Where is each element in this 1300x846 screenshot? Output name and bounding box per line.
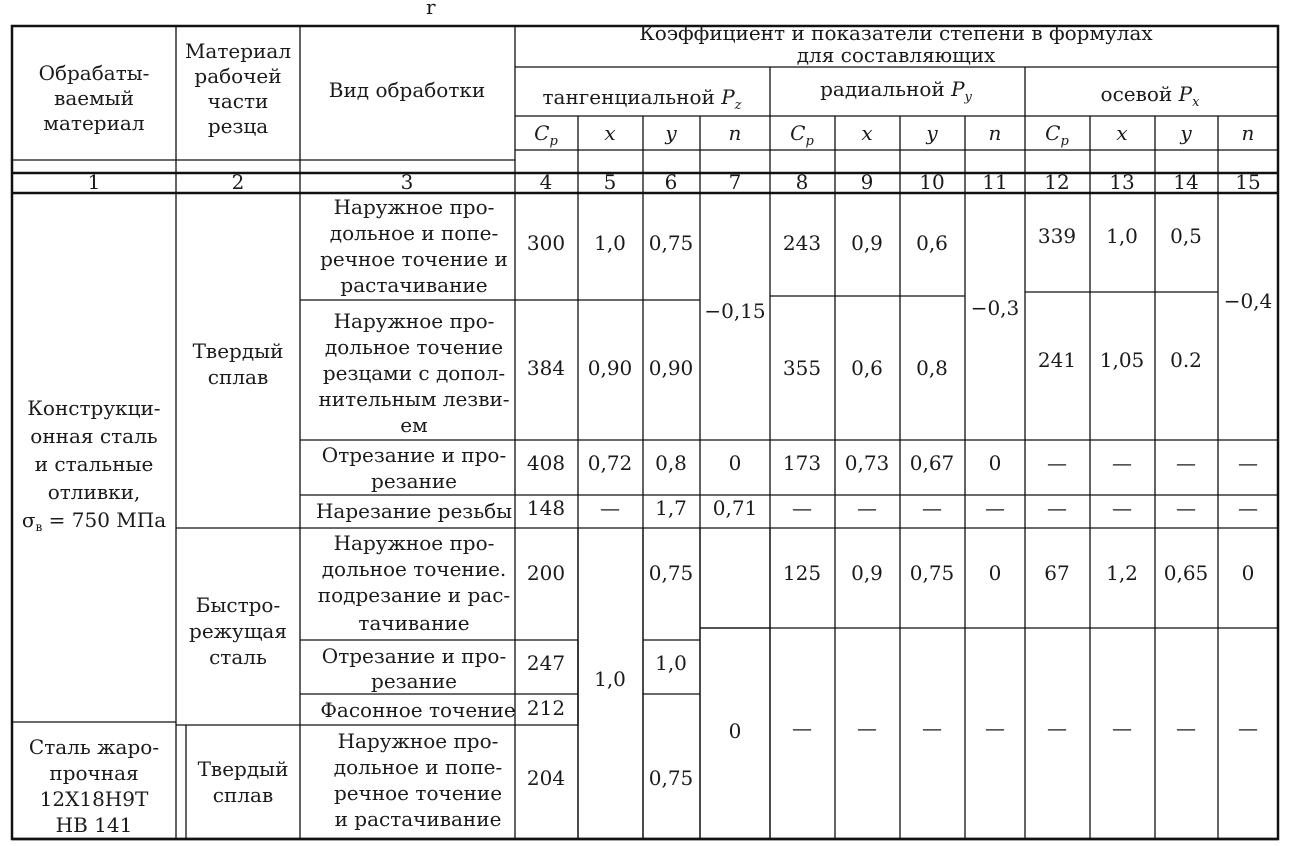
value-dash-cx: —	[1047, 716, 1067, 740]
value-r3-nx: —	[1238, 451, 1258, 475]
value-r5-cy: 125	[782, 561, 822, 585]
tool-hard-alloy-2-line1: Твердый	[197, 757, 289, 781]
value-r1-cx: 339	[1037, 224, 1077, 248]
value-n-group1-ny: −0,3	[970, 296, 1020, 320]
value-n-group1-nz: −0,15	[704, 299, 766, 323]
value-r4-xz: —	[600, 496, 620, 520]
operation-5-line2: дольное точение.	[321, 557, 507, 581]
operation-8-line3: речное точение	[333, 781, 503, 805]
value-n-group1-nx: −0,4	[1223, 289, 1273, 313]
tool-hard-alloy-1	[193, 339, 284, 389]
header-component-axial: осевой $P_x$	[1100, 82, 1200, 110]
value-r3-yz: 0,8	[655, 451, 687, 475]
value-n-merged: 0	[728, 719, 742, 743]
value-r4-cz: 148	[526, 496, 566, 520]
operation-7: Фасонное точение	[320, 698, 516, 722]
header-tool-line3: части	[207, 89, 269, 113]
operation-2-line5: ем	[400, 413, 428, 437]
value-r3-xy: 0,73	[844, 451, 890, 475]
value-r5-cz: 200	[526, 561, 566, 585]
material-steel-line3: и стальные	[34, 452, 154, 476]
table-border	[12, 26, 1278, 839]
value-r5-cx: 67	[1044, 561, 1070, 585]
value-r4-cy: —	[792, 496, 812, 520]
operation-2	[318, 309, 509, 437]
value-r5-xx: 1,2	[1106, 561, 1138, 585]
value-r4-yy: —	[922, 496, 942, 520]
value-r2-xz: 0,90	[587, 356, 633, 380]
value-r3-xx: —	[1112, 451, 1132, 475]
operation-1-line1: Наружное про-	[333, 195, 495, 219]
operation-4: Нарезание резьбы	[315, 499, 513, 523]
operation-2-line3: резцами с допол-	[322, 361, 506, 385]
value-r2-cz: 384	[526, 356, 566, 380]
operation-2-line1: Наружное про-	[333, 309, 495, 333]
operation-8	[334, 729, 503, 831]
value-r1-xx: 1,0	[1106, 224, 1138, 248]
operation-3-line1: Отрезание и про-	[321, 443, 507, 467]
value-r5-nx: 0	[1241, 561, 1255, 585]
tool-hss-line2: режущая	[189, 619, 287, 643]
header-material-line1: Обрабаты-	[38, 61, 150, 85]
tool-hss-line1: Быстро-	[195, 593, 281, 617]
material-heat-line3: 12Х18Н9Т	[39, 787, 149, 811]
param-header-c-z: $C_p$	[534, 121, 558, 149]
param-header-y-y: y	[926, 121, 938, 145]
value-r1-xy: 0,9	[851, 231, 883, 255]
value-r2-cx: 241	[1037, 348, 1077, 372]
value-r4-xy: —	[857, 496, 877, 520]
column-number-15: 15	[1235, 170, 1261, 194]
value-r2-yx: 0.2	[1170, 348, 1202, 372]
operation-5-line1: Наружное про-	[333, 531, 495, 555]
value-dash-xx: —	[1112, 716, 1132, 740]
value-r4-nx: —	[1238, 496, 1258, 520]
param-header-x-y: x	[861, 121, 873, 145]
header-material	[39, 61, 150, 135]
value-r1-cz: 300	[526, 231, 566, 255]
operation-1-line3: речное точение и	[320, 247, 508, 271]
value-r3-cy: 173	[782, 451, 822, 475]
value-r3-nz: 0	[728, 451, 742, 475]
value-r4-yz: 1,7	[655, 496, 687, 520]
value-r5-yz: 0,75	[648, 561, 694, 585]
tool-hard-alloy-2	[198, 757, 289, 807]
column-number-12: 12	[1044, 170, 1070, 194]
tool-hss	[189, 593, 287, 669]
operation-8-line4: и растачивание	[334, 807, 502, 831]
operation-6	[322, 644, 506, 693]
param-header-n-y: n	[988, 121, 1002, 145]
value-r2-xy: 0,6	[851, 356, 883, 380]
operation-2-line4: нительным лезви-	[318, 387, 510, 411]
value-dash-cy: —	[792, 716, 812, 740]
value-r7-cz: 212	[526, 696, 566, 720]
header-tool-line4: резца	[207, 114, 269, 138]
operation-1	[320, 195, 508, 297]
value-r3-yx: —	[1176, 451, 1196, 475]
value-r3-cx: —	[1047, 451, 1067, 475]
value-r4-xx: —	[1112, 496, 1132, 520]
header-component-tangential: тангенциальной $P_z$	[542, 85, 742, 113]
param-header-c-y: $C_p$	[790, 121, 814, 149]
tool-hard-alloy-1-line2: сплав	[207, 365, 269, 389]
operation-6-line1: Отрезание и про-	[321, 644, 507, 668]
header-tool-line2: рабочей	[194, 64, 282, 88]
table-grid	[12, 26, 1278, 839]
material-steel-line1: Конструкци-	[27, 396, 161, 420]
value-r4-yx: —	[1176, 496, 1196, 520]
value-r8-yz: 0,75	[648, 766, 694, 790]
param-header-n-z: n	[728, 121, 742, 145]
operation-6-line2: резание	[371, 669, 457, 693]
header-group-line2: для составляющих	[796, 43, 996, 67]
operation-5-line3: подрезание и рас-	[317, 583, 511, 607]
column-number-2: 2	[231, 170, 245, 194]
material-steel	[22, 396, 166, 534]
param-header-x-z: x	[604, 121, 616, 145]
operation-8-line1: Наружное про-	[337, 729, 499, 753]
operation-8-line2: дольное и попе-	[333, 755, 503, 779]
value-r4-ny: —	[985, 496, 1005, 520]
header-group-line1: Коэффициент и показатели степени в формулах	[639, 21, 1153, 45]
param-header-c-x: $C_p$	[1045, 121, 1069, 149]
value-r5-xy: 0,9	[851, 561, 883, 585]
value-r2-cy: 355	[782, 356, 822, 380]
header-material-line2: ваемый	[54, 86, 134, 110]
material-heat-resistant	[29, 735, 159, 837]
column-number-6: 6	[664, 170, 678, 194]
header-tool	[185, 39, 291, 138]
value-dash-yx: —	[1176, 716, 1196, 740]
print-mark: r	[426, 0, 436, 19]
column-number-3: 3	[400, 170, 414, 194]
value-dash-nx: —	[1238, 716, 1258, 740]
value-r6-yz: 1,0	[655, 651, 687, 675]
material-heat-line2: прочная	[49, 761, 139, 785]
value-r3-xz: 0,72	[587, 451, 633, 475]
value-dash-yy: —	[922, 716, 942, 740]
value-r3-cz: 408	[526, 451, 566, 475]
param-header-x-x: x	[1116, 121, 1128, 145]
value-r4-cx: —	[1047, 496, 1067, 520]
column-number-1: 1	[87, 170, 101, 194]
param-header-y-z: y	[665, 121, 677, 145]
value-r1-cy: 243	[782, 231, 822, 255]
value-dash-xy: —	[857, 716, 877, 740]
tool-hard-alloy-1-line1: Твердый	[192, 339, 284, 363]
value-r1-xz: 1,0	[594, 231, 626, 255]
value-r5-ny: 0	[988, 561, 1002, 585]
value-r2-yy: 0,8	[916, 356, 948, 380]
value-r1-yy: 0,6	[916, 231, 948, 255]
header-component-radial: радиальной $P_y$	[820, 77, 972, 105]
column-number-11: 11	[982, 170, 1008, 194]
material-heat-line4: НВ 141	[55, 813, 133, 837]
material-steel-line2: онная сталь	[30, 424, 158, 448]
tool-hss-line3: сталь	[209, 645, 267, 669]
value-dash-ny: —	[985, 716, 1005, 740]
value-r3-ny: 0	[988, 451, 1002, 475]
value-r3-yy: 0,67	[909, 451, 955, 475]
value-r1-yz: 0,75	[648, 231, 694, 255]
column-number-5: 5	[603, 170, 617, 194]
column-number-8: 8	[795, 170, 809, 194]
tool-hard-alloy-2-line2: сплав	[212, 783, 274, 807]
material-heat-line1: Сталь жаро-	[28, 735, 160, 759]
parameter-header-row	[534, 121, 1254, 149]
operation-5	[318, 531, 510, 635]
header-tool-line1: Материал	[184, 39, 292, 63]
column-number-10: 10	[919, 170, 945, 194]
value-x-merged: 1,0	[594, 667, 626, 691]
value-r5-yx: 0,65	[1163, 561, 1209, 585]
header-operation: Вид обработки	[328, 78, 486, 102]
value-r2-xx: 1,05	[1099, 348, 1145, 372]
column-number-9: 9	[860, 170, 874, 194]
value-r1-yx: 0,5	[1170, 224, 1202, 248]
material-steel-strength: $\sigma_в = 750$ МПа	[21, 508, 167, 534]
value-r8-cz: 204	[526, 766, 566, 790]
column-number-14: 14	[1173, 170, 1199, 194]
column-number-4: 4	[539, 170, 553, 194]
param-header-n-x: n	[1241, 121, 1255, 145]
operation-1-line2: дольное и попе-	[329, 221, 499, 245]
column-number-7: 7	[728, 170, 742, 194]
header-material-line3: материал	[43, 111, 145, 135]
operation-5-line4: тачивание	[358, 611, 470, 635]
column-number-13: 13	[1109, 170, 1135, 194]
operation-2-line2: дольное точение	[324, 335, 504, 359]
param-header-y-x: y	[1180, 121, 1192, 145]
value-r4-nz: 0,71	[712, 496, 758, 520]
operation-3	[322, 443, 506, 493]
value-r6-cz: 247	[526, 651, 566, 675]
value-r2-yz: 0,90	[648, 356, 694, 380]
material-steel-line4: отливки,	[47, 480, 141, 504]
operation-1-line4: растачивание	[340, 273, 488, 297]
operation-3-line2: резание	[371, 469, 457, 493]
value-r5-yy: 0,75	[909, 561, 955, 585]
